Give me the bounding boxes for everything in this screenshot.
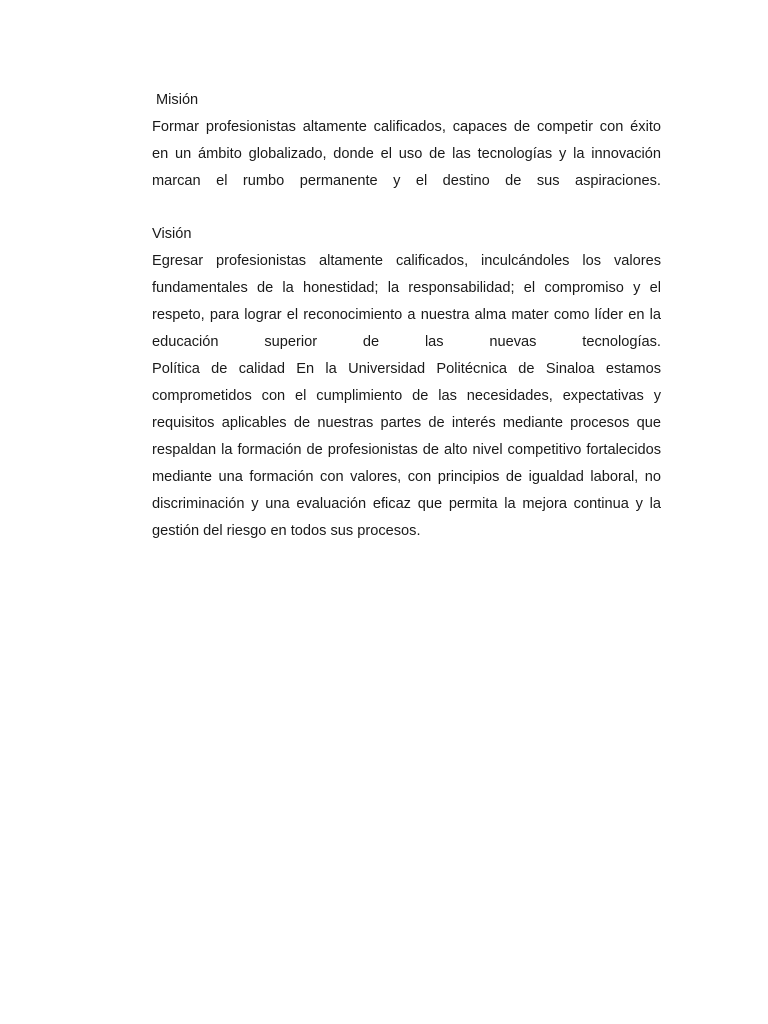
mision-line-3: marcan el rumbo permanente y el destino de sus aspiraciones. — [152, 173, 661, 189]
vision-line-7: requisitos aplicables de nuestras partes de interés mediante procesos que — [152, 415, 661, 431]
vision-line-1: Egresar profesionistas altamente calificados, inculcándoles los valores — [152, 253, 661, 269]
vision-line-9: mediante una formación con valores, con principios de igualdad laboral, no — [152, 469, 661, 485]
vision-line-5: Política de calidad En la Universidad Politécnica de Sinaloa estamos — [152, 361, 661, 377]
vision-line-6: comprometidos con el cumplimiento de las necesidades, expectativas y — [152, 388, 661, 404]
vision-line-10: discriminación y una evaluación eficaz que permita la mejora continua y la — [152, 496, 661, 512]
vision-heading: Visión — [152, 226, 192, 242]
mision-heading: Misión — [156, 92, 199, 108]
vision-line-4: educación superior de las nuevas tecnologías. — [152, 334, 661, 350]
vision-line-11: gestión del riesgo en todos sus procesos. — [152, 523, 421, 539]
vision-line-8: respaldan la formación de profesionistas de alto nivel competitivo fortalecidos — [152, 442, 661, 458]
mision-line-1: Formar profesionistas altamente calificados, capaces de competir con éxito — [152, 119, 661, 135]
mision-line-2: en un ámbito globalizado, donde el uso de las tecnologías y la innovación — [152, 146, 661, 162]
vision-line-2: fundamentales de la honestidad; la responsabilidad; el compromiso y el — [152, 280, 661, 296]
vision-line-3: respeto, para lograr el reconocimiento a nuestra alma mater como líder en la — [152, 307, 661, 323]
section-spacer — [152, 195, 661, 221]
document-page — [152, 87, 661, 545]
